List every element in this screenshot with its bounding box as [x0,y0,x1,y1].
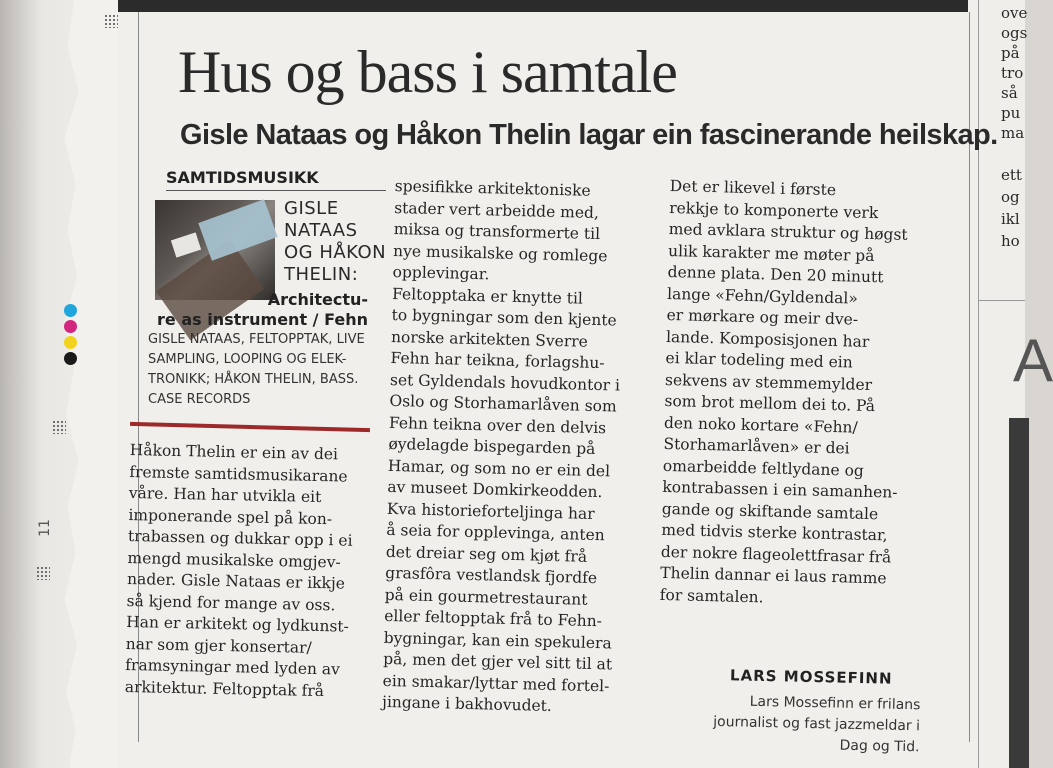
neighbor-text-fragment: så [1001,84,1018,102]
page-number: 11 [36,519,53,537]
album-title: Architectu- re as instrument / Fehn [157,290,368,329]
yellow-registration-dot [64,336,77,349]
neighbor-text-fragment: og [1001,188,1020,206]
neighbor-text-fragment: ogs [1001,24,1028,42]
neighbor-text-fragment: ikl [1001,210,1020,228]
subhead: Gisle Nataas og Håkon Thelin lagar ein fascinerande heilskap. [180,119,998,151]
body-column-3: Det er likevel i første rekkje to komponerte verk med avklara struktur og høgst ulik karakter me møter på denne plata. Den 20 minutt lange «Fehn/Gyldendal» er mørkare og meir dve- lande. Komposisjonen har ei klar todeling med ein sekvens av stemmemylder som brot mellom dei to. På den noko kortare «Fehn/ Storhamarlåven» er dei omarbeidde feltlydane og kontrabassen i ein samanhen- gande og skiftande samtale med tidvis sterke kontrastar, der nokre flageolettfrasar frå Thelin dannar ei laus ramme for samtalen. [659,176,908,606]
neighbor-text-fragment: ho [1001,232,1020,250]
top-bar [118,0,968,12]
body-column-1: Håkon Thelin er ein av dei fremste samtidsmusikarane våre. Han har utvikla eit imponerande spel på kon- trabassen og dukkar opp i ei mengd musikalske omgjev- nader. Gisle Nataas er ikkje så kjend for mange av oss. Han er arkitekt og lydkunst- nar som gjer konsertar/ framsyningar med lyden av arkitektur. Feltopptak frå [124,440,353,700]
black-registration-dot [64,352,77,365]
neighbor-text-fragment: ove [1001,4,1028,22]
halftone-marks [104,14,118,28]
neighbor-headline-initial: A [1013,327,1053,394]
neighbor-text-fragment: ma [1001,124,1025,142]
author-bio: Lars Mossefinn er frilans journalist og fast jazzmeldar i Dag og Tid. [713,693,921,756]
neighbor-page [978,0,1053,768]
neighbor-text-fragment: pu [1001,104,1021,122]
album-cover-image [155,200,275,300]
neighbor-text-fragment: på [1001,44,1020,62]
neighbor-rule [979,300,1025,301]
halftone-marks [52,420,66,434]
album-credits: GISLE NATAAS, FELTOPPTAK, LIVE SAMPLING, LOOPING OG ELEK- TRONIKK; HÅKON THELIN, BASS. CASE RECORDS [148,332,365,407]
section-label: SAMTIDSMUSIKK [166,168,386,191]
neighbor-photo [1009,418,1029,768]
neighbor-text-fragment: ett [1001,166,1022,184]
body-column-2: spesifikke arkitektoniske stader vert arbeidde med, miksa og transformerte til nye musikalske og romlege opplevingar. Feltopptaka er knytte til to bygningar som den kjente norske arkitekten Sverre Fehn har teikna, forlagshu- set Gyldendals hovudkontor i Oslo og Storhamarlåven som Fehn teikna over den delvis øydelagde bispegarden på Hamar, og som no er ein del av museet Domkirkeodden. Kva historieforteljinga har å seia for opplevinga, anten det dreiar seg om kjøt frå grasfôra vestlandsk fjordfe på ein gourmetrestaurant eller feltopptak frå to Fehn- bygningar, kan ein spekulera på, men det gjer vel sitt til at ein smakar/lyttar med fortel- jingane i bakhovudet. [381,176,621,715]
magenta-registration-dot [64,320,77,333]
neighbor-text-fragment: tro [1001,64,1024,82]
artist-name: GISLE NATAAS OG HÅKON THELIN: [284,198,387,285]
headline: Hus og bass i samtale [178,39,677,105]
byline: LARS MOSSEFINN [729,666,893,688]
halftone-marks [36,566,50,580]
cyan-registration-dot [64,304,77,317]
